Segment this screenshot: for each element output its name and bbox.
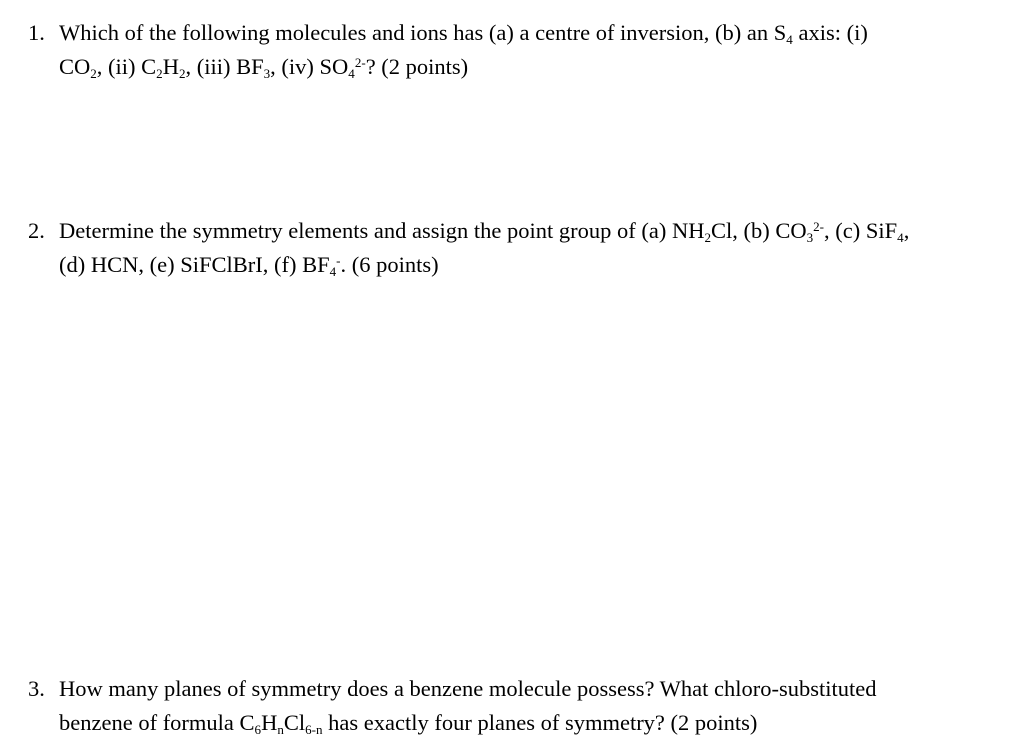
question-text: (d) HCN, (e) SiFClBrI, (f) BF	[59, 252, 330, 277]
question-text: Determine the symmetry elements and assign the point group of (a) NH	[59, 218, 705, 243]
question-text: , (c) SiF	[824, 218, 898, 243]
subscript: 4	[786, 31, 793, 47]
subscript: 3	[263, 65, 271, 81]
question-number: 1.	[28, 20, 45, 45]
subscript: 2	[178, 65, 186, 81]
question-text: H	[261, 710, 278, 735]
subscript: n	[277, 721, 284, 737]
question-number: 2.	[28, 218, 45, 243]
question-text: CO	[59, 54, 91, 79]
question-3	[28, 672, 1003, 740]
subscript: 4	[897, 229, 904, 245]
question-text: axis: (i)	[792, 20, 868, 45]
question-1-line-1	[28, 16, 1003, 50]
question-3-line-1	[28, 672, 1003, 706]
subscript: 2	[156, 65, 163, 81]
question-text: , (ii) C	[96, 54, 157, 79]
question-text: Which of the following molecules and ions has (a) a centre of inversion, (b) an S	[59, 20, 787, 45]
question-2-line-2	[28, 248, 1003, 282]
subscript: 2	[90, 65, 97, 81]
question-text: , (iv) SO	[270, 54, 349, 79]
subscript: 6	[254, 721, 262, 737]
subscript: 6-n	[305, 721, 323, 737]
question-text: How many planes of symmetry does a benzene molecule possess? What chloro-substituted	[59, 676, 877, 701]
question-1	[28, 16, 1003, 84]
subscript: 2	[704, 229, 711, 245]
subscript: 4	[329, 263, 337, 279]
subscript: 3	[806, 229, 814, 245]
superscript: 2-	[354, 54, 366, 70]
subscript: 4	[348, 65, 355, 81]
question-text: benzene of formula C	[59, 710, 255, 735]
question-2	[28, 214, 1003, 282]
question-text: , (iii) BF	[185, 54, 264, 79]
superscript: 2-	[813, 218, 825, 234]
superscript: -	[336, 252, 341, 268]
question-3-line-2	[28, 706, 1003, 740]
question-text: Cl	[283, 710, 306, 735]
question-2-line-1	[28, 214, 1003, 248]
question-text: Cl, (b) CO	[711, 218, 807, 243]
question-text: ,	[903, 218, 910, 243]
question-text: H	[162, 54, 179, 79]
question-text: ? (2 points)	[365, 54, 469, 79]
question-text: has exactly four planes of symmetry? (2 points)	[322, 710, 758, 735]
question-text: . (6 points)	[340, 252, 439, 277]
question-number: 3.	[28, 676, 45, 701]
question-1-line-2	[28, 50, 1003, 84]
